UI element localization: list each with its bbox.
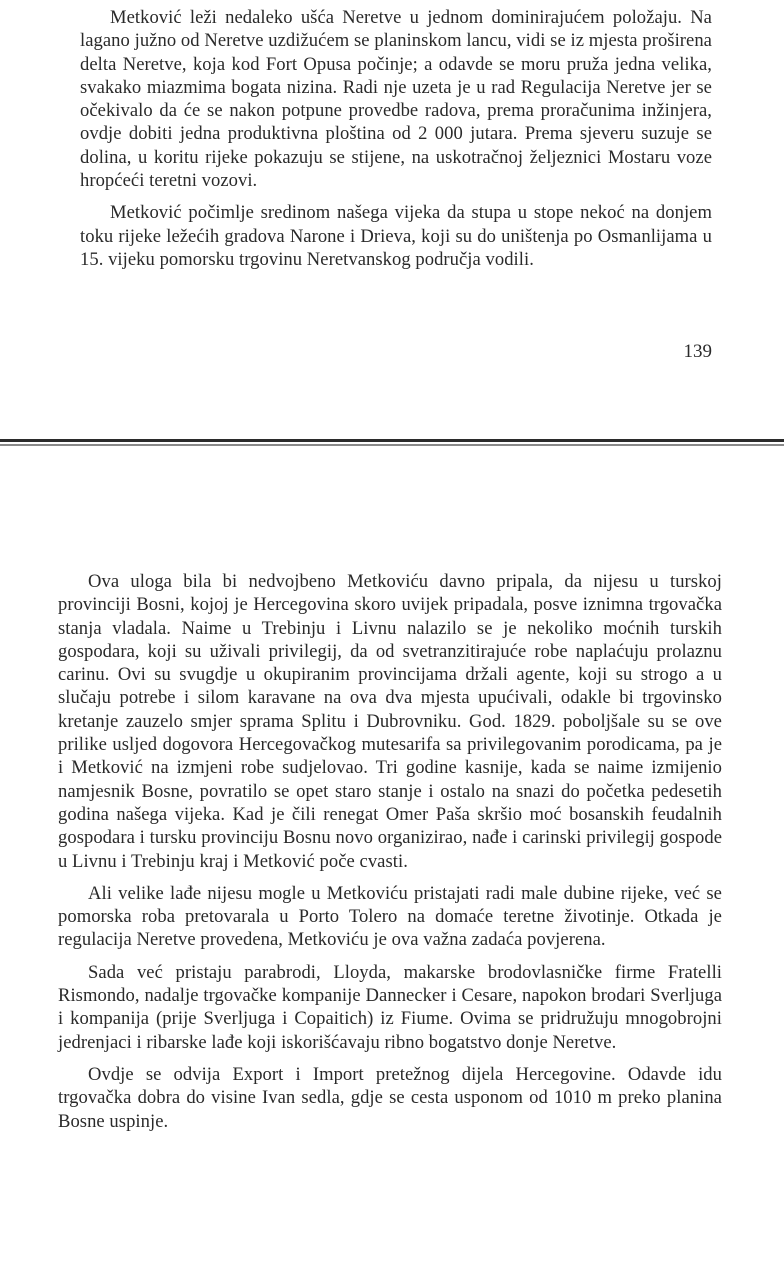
paragraph: Ali velike lađe nijesu mogle u Metkoviću pristajati radi male dubine rijeke, već se pomorska roba pretovarala u Porto Tolero na domaće teretne životinje. Otkada je regulacija Neretve provedena, Metkoviću je ova važna zadaća povjerena. xyxy=(58,882,722,951)
paragraph: Metković počimlje sredinom našega vijeka da stupa u stope nekoć na donjem toku rijeke ležećih gradova Narone i Drieva, koji su do uništenja po Osmanlijama u 15. vijeku pomorsku trgovinu Neretvanskog područja vodili. xyxy=(80,202,712,270)
lower-page-text xyxy=(58,570,722,1142)
paragraph: Ovdje se odvija Export i Import pretežnog dijela Hercegovine. Odavde idu trgovačka dobra do visine Ivan sedla, gdje se cesta usponom od 1010 m preko planina Bosne uspinje. xyxy=(58,1063,722,1132)
paragraph: Sada već pristaju parabrodi, Lloyda, makarske brodovlasničke firme Fratelli Rismondo, nadalje trgovačke kompanije Dannecker i Cesare, napokon brodari Sverljuga i kompanija (prije Sverljuga i Copaitich) iz Fiume. Ovima se pridružuju mnogobrojni jedrenjaci i ribarske lađe koji iskorišćavaju ribno bogatstvo donje Neretve. xyxy=(58,961,722,1053)
separator-line-thick xyxy=(0,439,784,442)
lower-page xyxy=(0,449,784,1281)
paragraph: Ova uloga bila bi nedvojbeno Metkoviću davno pripala, da nijesu u turskoj provinciji Bosni, kojoj je Hercegovina skoro uvijek pripadala, posve iznimna trgovačka stanja vladala. Naime u Trebinju i Livnu nalazilo se je nekoliko moćnih turskih gospodara, koji su uživali privilegij, da od svetranzitirajuće robe naplaćuju prolaznu carinu. Ovi su svugdje u okupiranim provincijama držali agente, koji su strogo a u slučaju potrebe i silom karavane na ova dva mjesta upućivali, odakle bi trgovinsko kretanje zauzelo smjer sprama Splitu i Dubrovniku. God. 1829. poboljšale su se ove prilike usljed dogovora Hercegovačkog mutesarifa sa privilegovanim porodicama, pa je i Metković na izmjeni robe sudjelovao. Tri godine kasnije, kada se naime izmijenio namjesnik Bosne, povratilo se opet staro stanje i ostalo na snazi do početka pedesetih godina našega vijeka. Kad je čili renegat Omer Paša skršio moć bosanskih feudalnih gospodara i tursku provinciju Bosnu novo organizirao, nađe i carinski privilegij gospode u Livnu i Trebinju kraj i Metković poče cvasti. xyxy=(58,571,722,872)
upper-page xyxy=(0,0,784,438)
page-number: 139 xyxy=(683,341,712,362)
upper-page-text xyxy=(80,6,712,280)
separator-line-thin xyxy=(0,444,784,446)
page-separator xyxy=(0,438,784,449)
paragraph: Metković leži nedaleko ušća Neretve u jednom dominirajućem položaju. Na lagano južno od Neretve uzdižućem se planinskom lancu, vidi se iz mjesta proširena delta Neretve, koja kod Fort Opusa počinje; a odavde se moru pruža jedna velika, svakako miazmima bogata nizina. Radi nje uzeta je u rad Regulacija Neretve jer se očekivalo da će se nakon potpune provedbe radova, prema proračunima inžinjera, ovdje dobiti jedna produktivna ploština od 2 000 jutara. Prema sjeveru suzuje se dolina, u koritu rijeke pokazuju se stijene, na uskotračnoj željeznici Mostaru voze hropćeći teretni vozovi. xyxy=(80,7,712,192)
